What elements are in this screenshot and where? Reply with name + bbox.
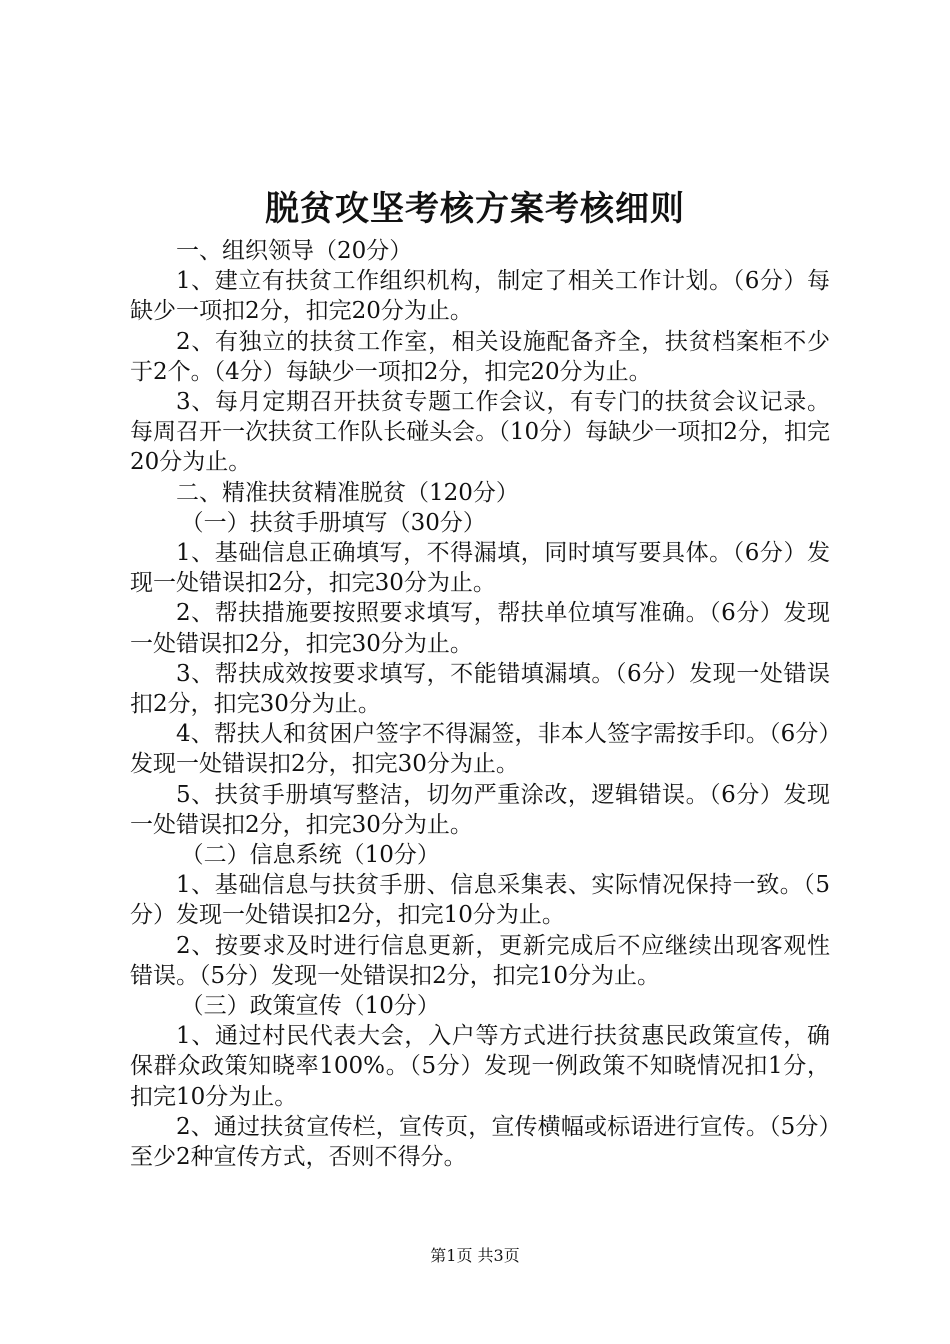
paragraph: 3、帮扶成效按要求填写，不能错填漏填。（6分）发现一处错误扣2分，扣完30分为止。 bbox=[130, 660, 830, 718]
paragraph: 2、通过扶贫宣传栏，宣传页，宣传横幅或标语进行宣传。（5分）至少2种宣传方式，否则不得分。 bbox=[130, 1113, 830, 1171]
paragraph: 1、通过村民代表大会，入户等方式进行扶贫惠民政策宣传，确保群众政策知晓率100%。（5分）发现一例政策不知晓情况扣1分，扣完10分为止。 bbox=[130, 1023, 830, 1110]
page-footer: 第1页 共3页 bbox=[430, 1246, 520, 1265]
subsection-heading: （一）扶贫手册填写（30分） bbox=[180, 509, 486, 536]
paragraph: 1、基础信息正确填写，不得漏填，同时填写要具体。（6分）发现一处错误扣2分，扣完30分为止。 bbox=[130, 540, 830, 597]
section-heading: 一、组织领导（20分） bbox=[176, 238, 413, 264]
paragraph: 1、基础信息与扶贫手册、信息采集表、实际情况保持一致。（5分）发现一处错误扣2分，扣完10分为止。 bbox=[130, 872, 830, 929]
section-heading: 二、精准扶贫精准脱贫（120分） bbox=[176, 479, 519, 506]
paragraph: 2、按要求及时进行信息更新，更新完成后不应继续出现客观性错误。（5分）发现一处错误扣2分，扣完10分为止。 bbox=[130, 932, 830, 989]
paragraph: 5、扶贫手册填写整洁，切勿严重涂改，逻辑错误。（6分）发现一处错误扣2分，扣完30分为止。 bbox=[130, 781, 830, 838]
subsection-heading: （三）政策宣传（10分） bbox=[180, 993, 440, 1020]
paragraph: 2、帮扶措施要按照要求填写，帮扶单位填写准确。（6分）发现一处错误扣2分，扣完30分为止。 bbox=[130, 600, 830, 657]
document-body bbox=[130, 236, 830, 1172]
document-title: 脱贫攻坚考核方案考核细则 bbox=[265, 189, 685, 229]
paragraph: 3、每月定期召开扶贫专题工作会议，有专门的扶贫会议记录。每周召开一次扶贫工作队长碰头会。（10分）每缺少一项扣2分，扣完20分为止。 bbox=[130, 389, 830, 476]
paragraph: 1、建立有扶贫工作组织机构，制定了相关工作计划。（6分）每缺少一项扣2分，扣完20分为止。 bbox=[130, 268, 830, 325]
paragraph: 2、有独立的扶贫工作室，相关设施配备齐全，扶贫档案柜不少于2个。（4分）每缺少一项扣2分，扣完20分为止。 bbox=[130, 328, 830, 385]
paragraph: 4、帮扶人和贫困户签字不得漏签，非本人签字需按手印。（6分）发现一处错误扣2分，扣完30分为止。 bbox=[130, 721, 830, 778]
subsection-heading: （二）信息系统（10分） bbox=[180, 842, 440, 869]
